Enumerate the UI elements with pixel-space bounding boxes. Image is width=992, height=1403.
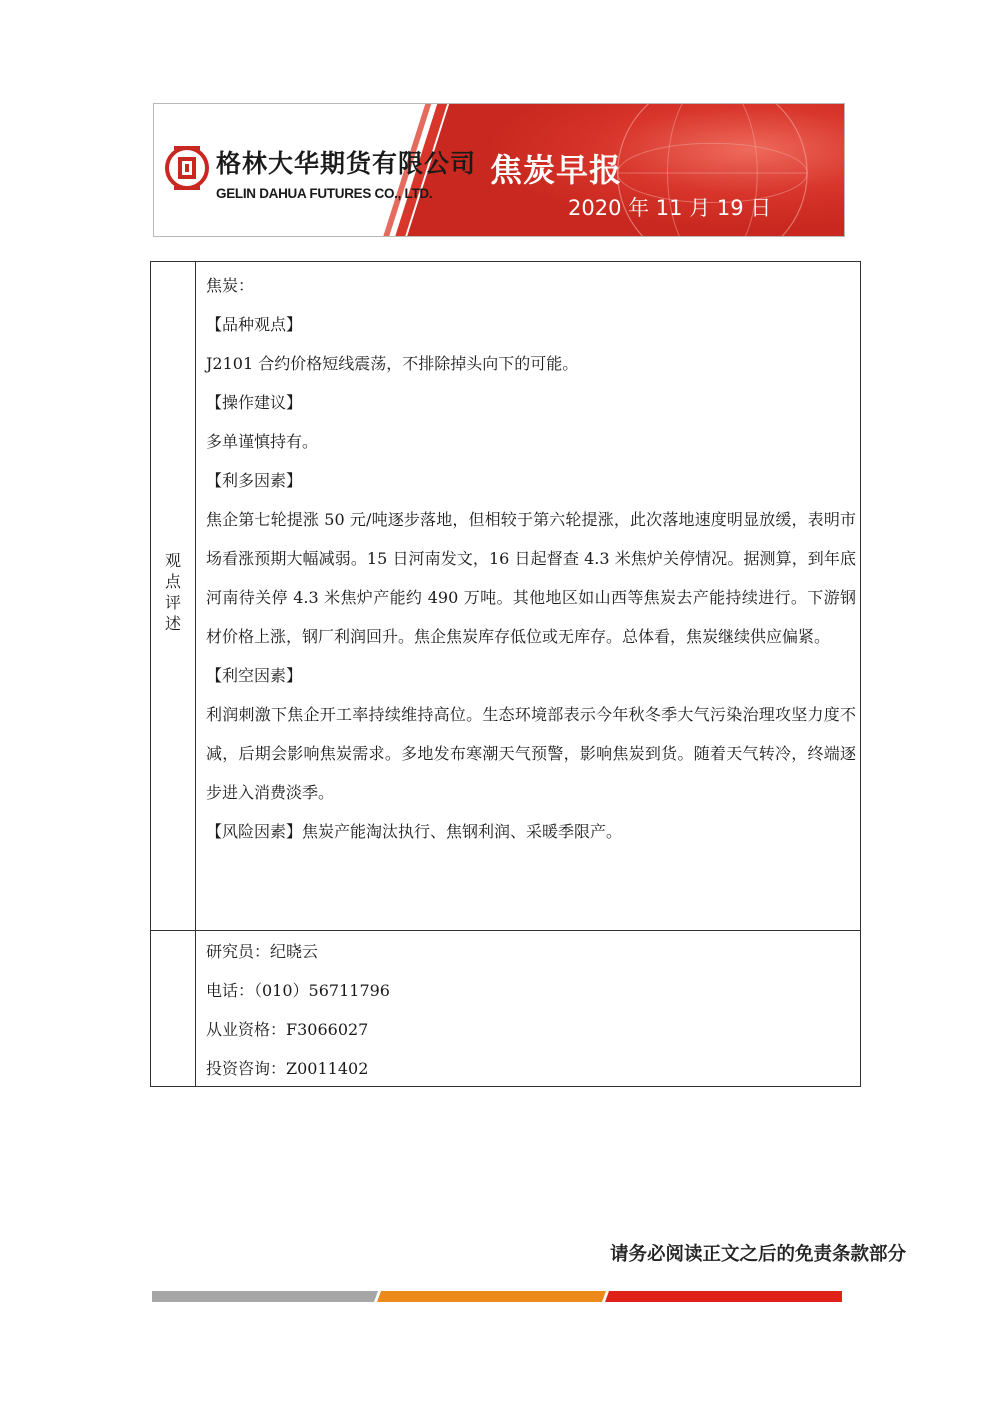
company-name-cn: 格林大华期货有限公司	[216, 149, 477, 178]
product-name: 焦炭：	[206, 276, 255, 295]
consulting: 投资咨询：Z0011402	[206, 1059, 369, 1078]
report-title: 焦炭早报	[490, 151, 623, 189]
report-date: 2020 年 11 月 19 日	[568, 196, 772, 220]
commentary-content	[206, 266, 856, 851]
footer-color-bar	[152, 1291, 842, 1302]
bullish-text: 焦企第七轮提涨 50 元/吨逐步落地，但相较于第六轮提涨，此次落地速度明显放缓，表明市场看涨预期大幅减弱。15 日河南发文，16 日起督查 4.3 米焦炉关停情况。据测算，到年底河南待关停 4.3 米焦炉产能约 490 万吨。其他地区如山西等焦炭去产能持续进行。下游钢材价格上涨，钢厂利润回升。焦企焦炭库存低位或无库存。总体看，焦炭继续供应偏紧。	[206, 510, 856, 646]
report-header	[153, 103, 845, 237]
advice-text: 多单谨慎持有。	[206, 432, 319, 451]
phone: 电话：（010）56711796	[206, 981, 390, 1000]
table-column-divider	[195, 262, 196, 1086]
bullish-heading: 【利多因素】	[206, 471, 303, 490]
table-row-divider	[151, 930, 860, 931]
footer-bar-red	[605, 1291, 842, 1302]
disclaimer-note: 请务必阅读正文之后的免责条款部分	[610, 1244, 907, 1265]
footer-bar-orange	[377, 1291, 606, 1302]
researcher: 研究员：纪晓云	[206, 942, 319, 961]
risk-line	[206, 812, 856, 851]
company-logo-icon	[164, 138, 210, 198]
risk-text: 焦炭产能淘汰执行、焦钢利润、采暖季限产。	[302, 822, 623, 841]
bearish-heading: 【利空因素】	[206, 666, 303, 685]
contact-info	[206, 932, 846, 1088]
report-table	[150, 261, 861, 1087]
company-name-en: GELIN DAHUA FUTURES CO., LTD.	[216, 186, 433, 201]
section-label: 观点评述	[164, 551, 181, 633]
advice-heading: 【操作建议】	[206, 393, 303, 412]
view-heading: 【品种观点】	[206, 315, 303, 334]
footer-bar-gray	[152, 1291, 378, 1302]
qualification: 从业资格：F3066027	[206, 1020, 369, 1039]
bearish-text: 利润刺激下焦企开工率持续维持高位。生态环境部表示今年秋冬季大气污染治理攻坚力度不减，后期会影响焦炭需求。多地发布寒潮天气预警，影响焦炭到货。随着天气转冷，终端逐步进入消费淡季。	[206, 705, 856, 802]
risk-heading: 【风险因素】	[206, 822, 303, 841]
view-text: J2101 合约价格短线震荡，不排除掉头向下的可能。	[206, 354, 579, 373]
